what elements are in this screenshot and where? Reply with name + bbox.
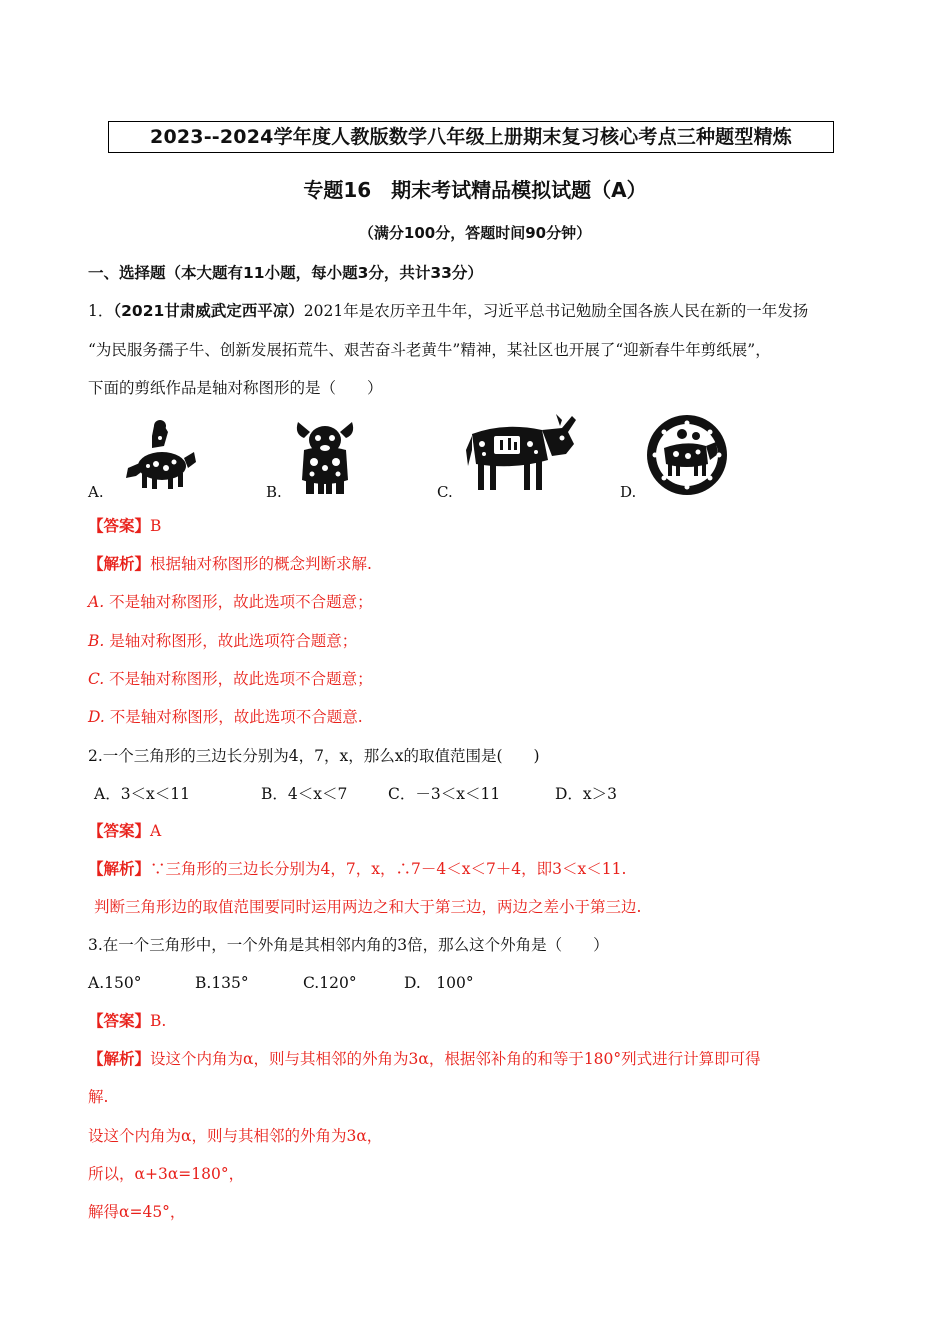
papercut-ox-side-image [464, 410, 580, 494]
q2-answer [88, 819, 161, 843]
q3-step-3: 解得α=45°， [88, 1203, 186, 1221]
q1-line3: 下面的剪纸作品是轴对称图形的是（ ） [88, 379, 383, 397]
q2-analysis-text: ∵三角形的三边长分别为4，7，x，∴7－4＜x＜7＋4，即3＜x＜11. [150, 860, 627, 878]
q2-note: 判断三角形边的取值范围要同时运用两边之和大于第三边，两边之差小于第三边. [94, 898, 642, 916]
q1-option-d-label: D. [620, 483, 637, 501]
q2-answer-value: A [150, 822, 162, 840]
q1-option-a-label: A. [88, 483, 104, 501]
q3-choice-c: C.120° [303, 974, 357, 992]
q3-choice-d: D. 100° [404, 974, 474, 992]
papercut-ox-rider-image [122, 418, 198, 490]
q2-choice-c: C．－3＜x＜11 [388, 785, 501, 803]
banner-title: 2023--2024学年度人教版数学八年级上册期末复习核心考点三种题型精炼 [108, 121, 834, 153]
exam-info: （满分100分，答题时间90分钟） [358, 224, 592, 242]
q1-analysis-text: 根据轴对称图形的概念判断求解. [150, 555, 372, 573]
topic-title: 专题16 期末考试精品模拟试题（A） [303, 178, 647, 202]
q1-line1 [88, 299, 808, 323]
q1-number: 1． [88, 302, 114, 320]
q1-detail-d: D. 不是轴对称图形，故此选项不合题意. [88, 708, 363, 726]
q3-choice-b: B.135° [195, 974, 249, 992]
q2-answer-label: 【答案】 [88, 822, 151, 840]
q1-analysis-label: 【解析】 [88, 555, 151, 573]
q1-line1-text: 2021年是农历辛丑牛年，习近平总书记勉励全国各族人民在新的一年发扬 [303, 302, 809, 320]
q3-answer [88, 1009, 166, 1033]
q1-option-c-label: C. [437, 483, 453, 501]
q1-answer-label: 【答案】 [88, 517, 151, 535]
q3-step-1: 设这个内角为α，则与其相邻的外角为3α， [88, 1127, 383, 1145]
q2-choice-a: A．3＜x＜11 [94, 785, 191, 803]
q2-analysis-label: 【解析】 [88, 860, 151, 878]
q1-line2: “为民服务孺子牛、创新发展拓荒牛、艰苦奋斗老黄牛”精神，某社区也开展了“迎新春牛年剪纸展”， [88, 341, 771, 359]
q1-detail-c: C. 不是轴对称图形，故此选项不合题意； [88, 670, 373, 688]
q2-choice-b: B．4＜x＜7 [261, 785, 348, 803]
papercut-ox-front-image [290, 414, 360, 496]
q3-analysis-label: 【解析】 [88, 1050, 151, 1068]
q3-analysis-cont: 解. [88, 1088, 109, 1106]
q1-detail-a: A. 不是轴对称图形，故此选项不合题意； [88, 593, 373, 611]
q1-answer [88, 514, 161, 538]
q2-stem: 2.一个三角形的三边长分别为4，7，x，那么x的取值范围是( ) [88, 747, 540, 765]
q2-choice-d: D．x＞3 [555, 785, 618, 803]
q2-analysis [88, 857, 626, 881]
q1-answer-value: B [150, 517, 162, 535]
q1-detail-b: B. 是轴对称图形，故此选项符合题意； [88, 632, 358, 650]
q1-option-b-label: B. [266, 483, 282, 501]
q3-stem: 3.在一个三角形中，一个外角是其相邻内角的3倍，那么这个外角是（ ） [88, 936, 609, 954]
q3-answer-value: B. [150, 1012, 167, 1030]
q3-analysis [88, 1047, 761, 1071]
q3-answer-label: 【答案】 [88, 1012, 151, 1030]
q3-analysis-text: 设这个内角为α，则与其相邻的外角为3α，根据邻补角的和等于180°列式进行计算即可得 [150, 1050, 761, 1068]
q3-choice-a: A.150° [88, 974, 142, 992]
section-heading: 一、选择题（本大题有11小题，每小题3分，共计33分） [88, 264, 483, 282]
q1-source: （2021甘肃威武定西平凉） [113, 302, 304, 320]
papercut-ox-round-image [646, 414, 728, 496]
q3-step-2: 所以，α+3α=180°， [88, 1165, 245, 1183]
q1-analysis [88, 552, 372, 576]
